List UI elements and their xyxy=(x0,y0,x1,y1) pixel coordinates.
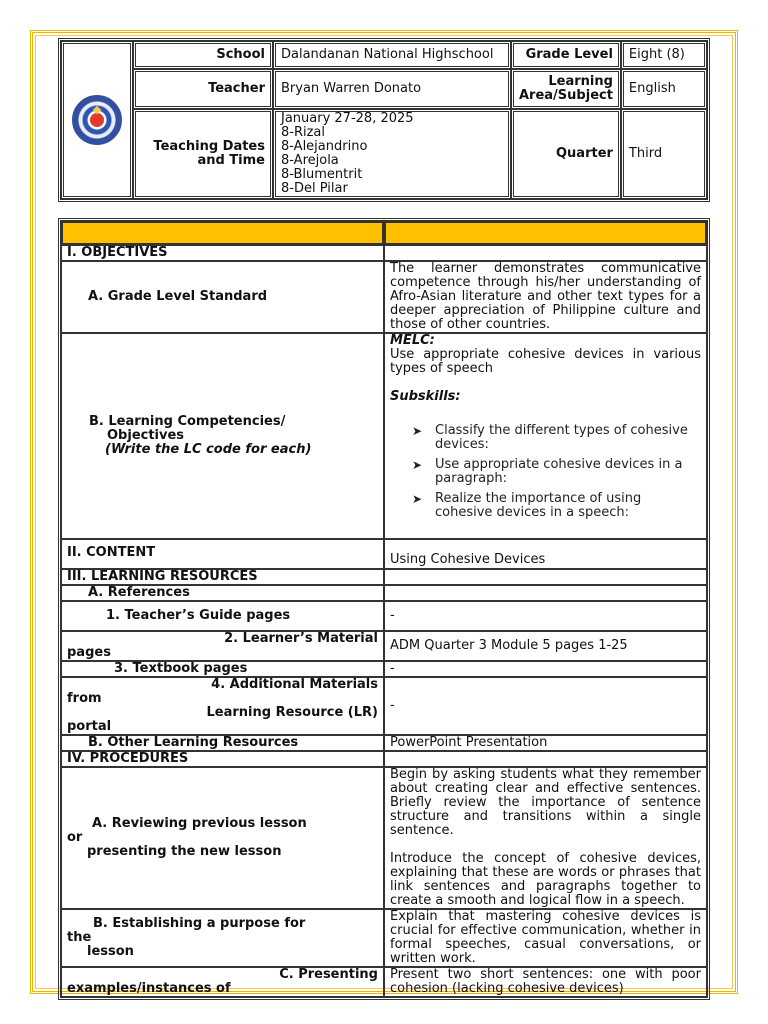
teacher-value: Bryan Warren Donato xyxy=(273,69,511,109)
teachers-guide-label: 1. Teacher’s Guide pages xyxy=(61,601,384,631)
lesson-plan-table xyxy=(58,218,710,1000)
date-line: January 27-28, 2025 xyxy=(281,111,414,126)
learning-competencies-content xyxy=(384,333,707,539)
additional-materials-label xyxy=(61,677,384,735)
section-line: 8-Del Pilar xyxy=(281,181,348,196)
content-value: Using Cohesive Devices xyxy=(384,539,707,569)
list-item: ➤ Realize the importance of using cohesive devices in a speech: xyxy=(390,492,701,520)
learning-competencies-label xyxy=(61,333,384,539)
the-line: the xyxy=(67,930,92,945)
learners-material-label xyxy=(61,631,384,661)
header-table xyxy=(58,38,710,202)
lesson-line: lesson xyxy=(87,944,134,959)
school-label: School xyxy=(133,41,273,69)
header-cell-left xyxy=(61,221,384,245)
learners-material-line: 2. Learner’s Material xyxy=(224,631,378,646)
grade-level-value: Eight (8) xyxy=(621,41,707,69)
additional-materials-line: 4. Additional Materials xyxy=(211,677,378,692)
textbook-pages-label: 3. Textbook pages xyxy=(61,661,384,677)
learners-material-value: ADM Quarter 3 Module 5 pages 1-25 xyxy=(384,631,707,661)
content-heading: II. CONTENT xyxy=(61,539,384,569)
school-value: Dalandanan National Highschool xyxy=(273,41,511,69)
review-line: A. Reviewing previous lesson xyxy=(92,816,307,831)
section-line: 8-Arejola xyxy=(281,153,339,168)
other-resources-value: PowerPoint Presentation xyxy=(384,735,707,751)
lr-line: Learning Resource (LR) xyxy=(206,705,378,720)
teacher-label: Teacher xyxy=(133,69,273,109)
from-line: from xyxy=(67,691,102,706)
teachers-guide-value: - xyxy=(384,601,707,631)
quarter-value: Third xyxy=(621,109,707,199)
presenting-line: presenting the new lesson xyxy=(87,844,282,859)
header-cell-right xyxy=(384,221,707,245)
objectives-line: Objectives xyxy=(107,428,185,443)
lc-code-note: (Write the LC code for each) xyxy=(105,442,312,457)
empty-cell xyxy=(384,751,707,767)
establishing-purpose-text: Explain that mastering cohesive devices is crucial for effective communication, whether in formal speeches, casual conversations, or written work. xyxy=(384,909,707,967)
portal-line: portal xyxy=(67,719,112,734)
review-paragraph: Begin by asking students what they remember about creating clear and effective sentences. Briefly review the importance of sentence structure and transitions within a single sentence. xyxy=(390,767,701,838)
textbook-pages-value: - xyxy=(384,661,707,677)
section-line: 8-Rizal xyxy=(281,125,326,140)
grade-level-label: Grade Level xyxy=(511,41,621,69)
competencies-line: B. Learning Competencies/ xyxy=(89,414,286,429)
presenting-line: C. Presenting xyxy=(279,967,378,982)
empty-cell xyxy=(384,585,707,601)
learning-area-label: Learning Area/Subject xyxy=(511,69,621,109)
presenting-examples-text: Present two short sentences: one with poor cohesion (lacking cohesive devices) xyxy=(384,967,707,997)
reviewing-lesson-label xyxy=(61,767,384,909)
section-line: 8-Blumentrit xyxy=(281,167,363,182)
grade-level-standard-label: A. Grade Level Standard xyxy=(61,261,384,333)
learning-area-value: English xyxy=(621,69,707,109)
references-label: A. References xyxy=(61,585,384,601)
empty-cell xyxy=(384,569,707,585)
teaching-dates-label: Teaching Dates and Time xyxy=(133,109,273,199)
presenting-examples-label xyxy=(61,967,384,997)
objectives-heading: I. OBJECTIVES xyxy=(61,245,384,261)
melc-text: Use appropriate cohesive devices in various types of speech xyxy=(390,347,701,376)
quarter-label: Quarter xyxy=(511,109,621,199)
subskills-label: Subskills: xyxy=(390,389,461,404)
examples-line: examples/instances of xyxy=(67,981,231,996)
list-item: ➤ Use appropriate cohesive devices in a paragraph: xyxy=(390,458,701,486)
or-line: or xyxy=(67,830,83,845)
grade-level-standard-text: The learner demonstrates communicative competence through his/her understanding of Afro-Asian literature and other text types for a deeper appreciation of Philippine culture and those of other countries. xyxy=(384,261,707,333)
reviewing-lesson-text xyxy=(384,767,707,909)
deped-seal-icon xyxy=(72,95,122,145)
learning-resources-heading: III. LEARNING RESOURCES xyxy=(61,569,384,585)
procedures-heading: IV. PROCEDURES xyxy=(61,751,384,767)
pages-line: pages xyxy=(67,645,111,660)
establishing-purpose-label xyxy=(61,909,384,967)
introduce-paragraph: Introduce the concept of cohesive devices, explaining that these are words or phrases that link sentences and paragraphs together to create a smooth and logical flow in a speech. xyxy=(390,851,701,908)
additional-materials-value: - xyxy=(384,677,707,735)
empty-cell xyxy=(384,245,707,261)
other-resources-label: B. Other Learning Resources xyxy=(61,735,384,751)
list-item: ➤ Classify the different types of cohesive devices: xyxy=(390,424,701,452)
logo-cell xyxy=(61,41,133,199)
purpose-line: B. Establishing a purpose for xyxy=(93,916,306,931)
teaching-dates-value xyxy=(273,109,511,199)
subskills-list xyxy=(390,424,701,520)
melc-label: MELC: xyxy=(390,333,435,348)
section-line: 8-Alejandrino xyxy=(281,139,368,154)
